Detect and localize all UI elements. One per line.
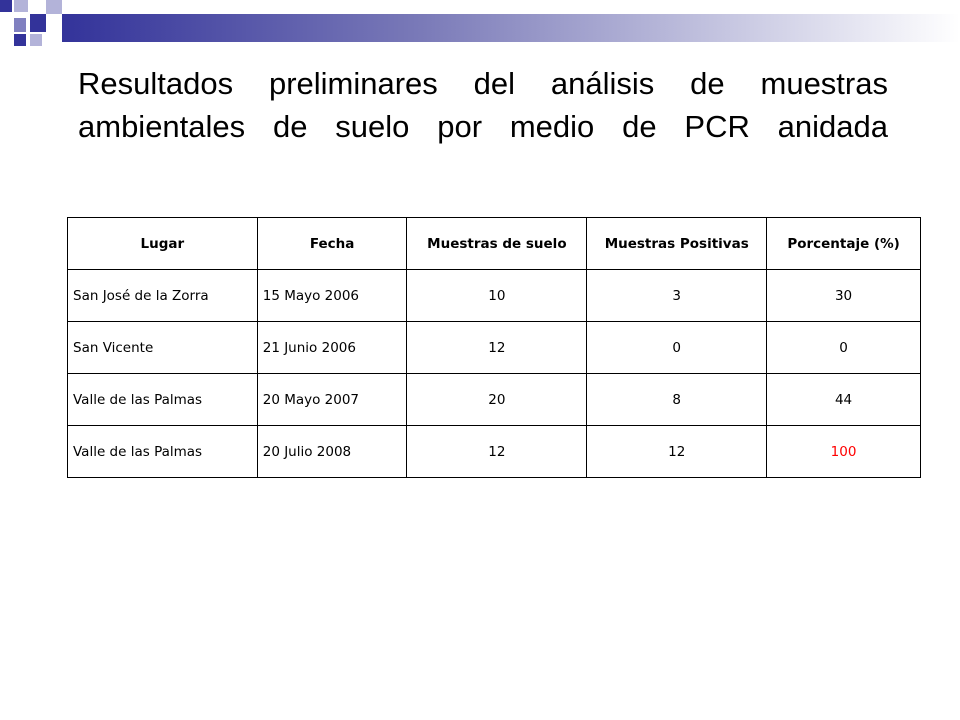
cell-fecha: 15 Mayo 2006: [257, 270, 407, 322]
decor-square: [46, 0, 62, 14]
cell-fecha: 21 Junio 2006: [257, 322, 407, 374]
cell-lugar: Valle de las Palmas: [68, 374, 258, 426]
cell-muestras-positivas: 12: [587, 426, 767, 478]
cell-porcentaje: 44: [767, 374, 921, 426]
cell-muestras-suelo: 10: [407, 270, 587, 322]
column-header-porcentaje: Porcentaje (%): [767, 218, 921, 270]
table-row: [68, 322, 921, 374]
cell-muestras-suelo: 12: [407, 322, 587, 374]
decor-square: [14, 34, 26, 46]
cell-muestras-positivas: 0: [587, 322, 767, 374]
column-header-muestras-positivas: Muestras Positivas: [587, 218, 767, 270]
table-row: [68, 426, 921, 478]
table-row: [68, 374, 921, 426]
decor-square: [30, 14, 46, 32]
column-header-fecha: Fecha: [257, 218, 407, 270]
column-header-muestras-suelo: Muestras de suelo: [407, 218, 587, 270]
decor-square: [14, 18, 26, 32]
results-table: [67, 217, 921, 478]
decor-square: [14, 0, 28, 12]
decor-square: [0, 0, 12, 12]
cell-fecha: 20 Mayo 2007: [257, 374, 407, 426]
cell-porcentaje-highlight: 100: [767, 426, 921, 478]
cell-muestras-suelo: 12: [407, 426, 587, 478]
table-row: [68, 270, 921, 322]
cell-muestras-suelo: 20: [407, 374, 587, 426]
cell-muestras-positivas: 3: [587, 270, 767, 322]
cell-fecha: 20 Julio 2008: [257, 426, 407, 478]
table-header-row: [68, 218, 921, 270]
cell-porcentaje: 30: [767, 270, 921, 322]
slide-title: Resultados preliminares del análisis de muestras ambientales de suelo por medio de PCR anidada: [78, 66, 888, 144]
cell-porcentaje: 0: [767, 322, 921, 374]
cell-lugar: Valle de las Palmas: [68, 426, 258, 478]
decor-square: [30, 34, 42, 46]
column-header-lugar: Lugar: [68, 218, 258, 270]
cell-muestras-positivas: 8: [587, 374, 767, 426]
header-gradient-bar: [62, 14, 960, 42]
cell-lugar: San José de la Zorra: [68, 270, 258, 322]
cell-lugar: San Vicente: [68, 322, 258, 374]
